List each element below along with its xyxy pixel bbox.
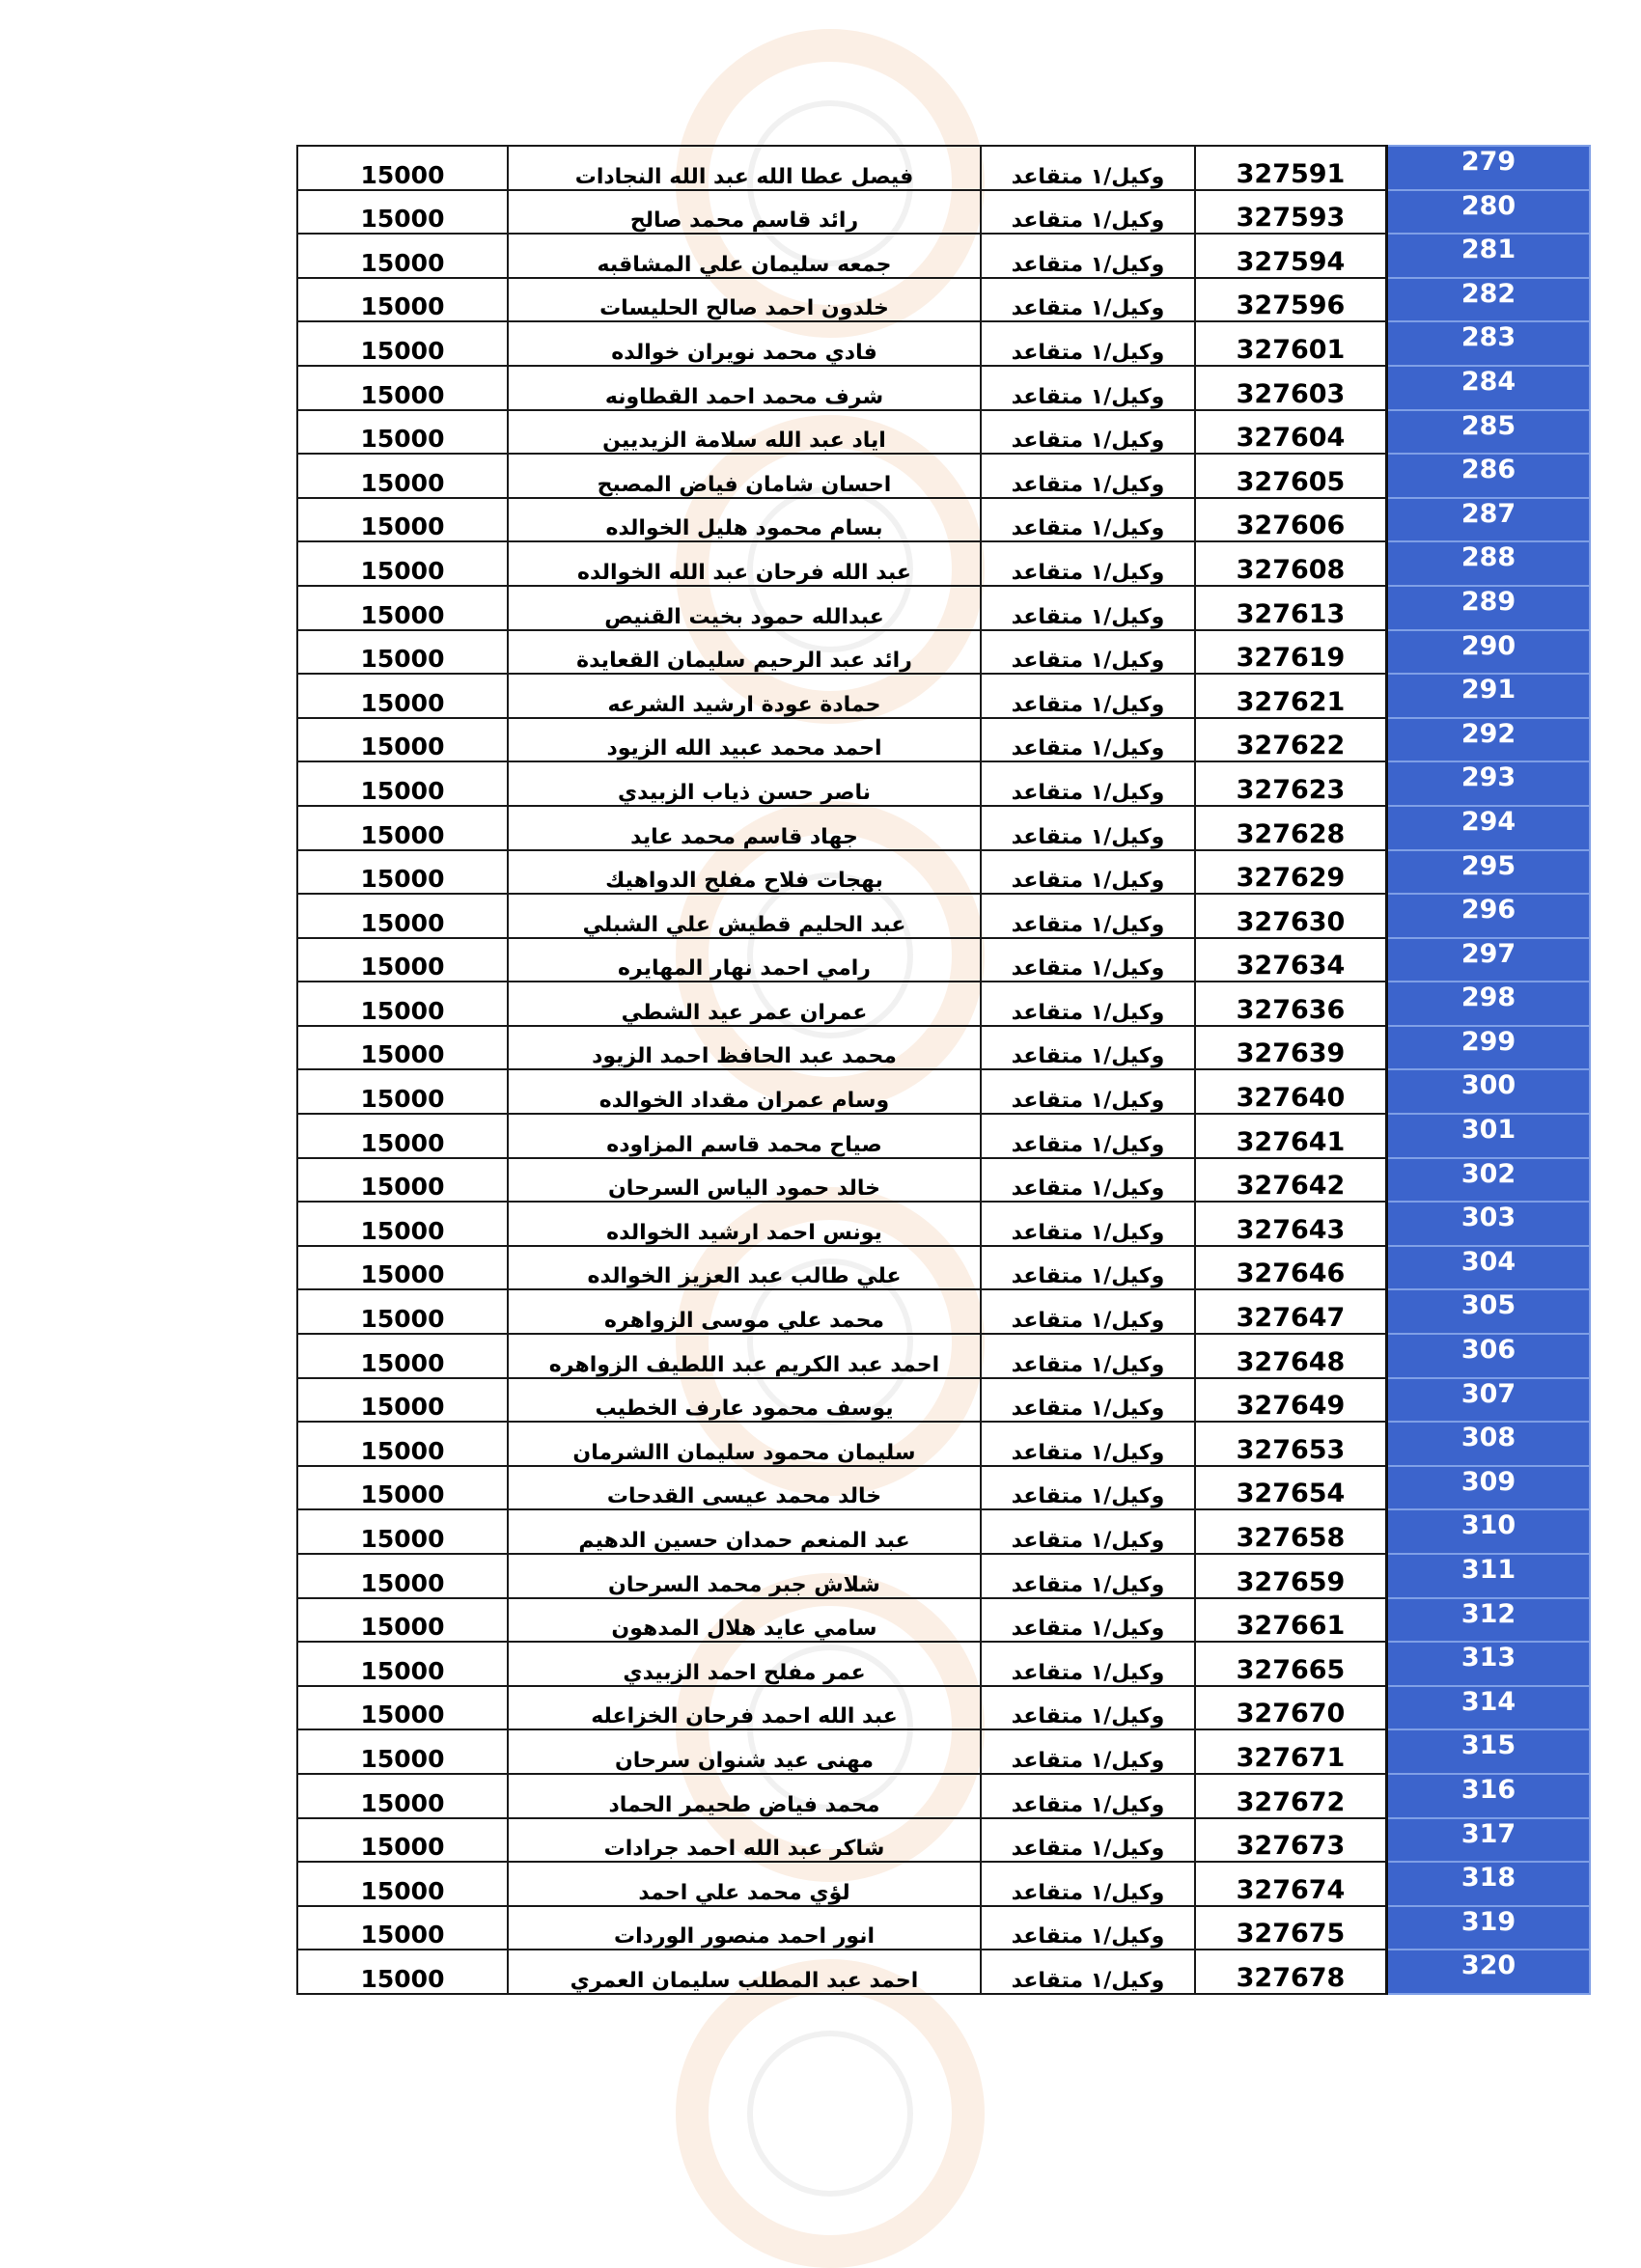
name-cell: محمد علي موسى الزواهره — [508, 1289, 981, 1334]
row-number-cell: 315 — [1387, 1729, 1591, 1774]
name-cell: شاكر عبد الله احمد جرادات — [508, 1818, 981, 1863]
table-row — [297, 1906, 1590, 1950]
military-number-cell: 327647 — [1195, 1289, 1387, 1334]
rank-cell: وكيل/١ متقاعد — [981, 1686, 1195, 1730]
rank-cell: وكيل/١ متقاعد — [981, 278, 1195, 322]
row-number-cell: 279 — [1387, 146, 1591, 190]
table-row — [297, 1598, 1590, 1643]
name-cell: وسام عمران مقداد الخوالده — [508, 1069, 981, 1114]
military-number-cell: 327630 — [1195, 894, 1387, 938]
amount-cell: 15000 — [297, 1906, 508, 1950]
amount-cell: 15000 — [297, 1686, 508, 1730]
row-number-cell: 297 — [1387, 938, 1591, 982]
amount-cell: 15000 — [297, 850, 508, 895]
rank-cell: وكيل/١ متقاعد — [981, 630, 1195, 675]
amount-cell: 15000 — [297, 410, 508, 455]
rank-cell: وكيل/١ متقاعد — [981, 1509, 1195, 1554]
table-row — [297, 1246, 1590, 1290]
rank-cell: وكيل/١ متقاعد — [981, 1334, 1195, 1378]
rank-cell: وكيل/١ متقاعد — [981, 1774, 1195, 1818]
table-row — [297, 1862, 1590, 1906]
amount-cell: 15000 — [297, 498, 508, 542]
amount-cell: 15000 — [297, 1509, 508, 1554]
name-cell: عبد الله احمد فرحان الخزاعله — [508, 1686, 981, 1730]
amount-cell: 15000 — [297, 1466, 508, 1510]
row-number-cell: 312 — [1387, 1598, 1591, 1643]
table-row — [297, 850, 1590, 895]
rank-cell: وكيل/١ متقاعد — [981, 894, 1195, 938]
amount-cell: 15000 — [297, 1422, 508, 1466]
name-cell: سامي عايد هلال المدهون — [508, 1598, 981, 1643]
retirees-table — [296, 145, 1591, 1995]
amount-cell: 15000 — [297, 894, 508, 938]
name-cell: يونس احمد ارشيد الخوالده — [508, 1202, 981, 1246]
rank-cell: وكيل/١ متقاعد — [981, 1950, 1195, 1994]
row-number-cell: 282 — [1387, 278, 1591, 322]
rank-cell: وكيل/١ متقاعد — [981, 1026, 1195, 1070]
military-number-cell: 327628 — [1195, 806, 1387, 850]
rank-cell: وكيل/١ متقاعد — [981, 146, 1195, 190]
military-number-cell: 327603 — [1195, 366, 1387, 410]
table-row — [297, 454, 1590, 498]
military-number-cell: 327622 — [1195, 718, 1387, 762]
name-cell: فيصل عطا الله عبد الله النجادات — [508, 146, 981, 190]
name-cell: عبد الله فرحان عبد الله الخوالده — [508, 541, 981, 586]
military-number-cell: 327671 — [1195, 1729, 1387, 1774]
row-number-cell: 294 — [1387, 806, 1591, 850]
name-cell: خلدون احمد صالح الحليسات — [508, 278, 981, 322]
military-number-cell: 327673 — [1195, 1818, 1387, 1863]
military-number-cell: 327648 — [1195, 1334, 1387, 1378]
amount-cell: 15000 — [297, 1642, 508, 1686]
amount-cell: 15000 — [297, 1158, 508, 1203]
name-cell: اياد عبد الله سلامة الزيديين — [508, 410, 981, 455]
amount-cell: 15000 — [297, 1069, 508, 1114]
amount-cell: 15000 — [297, 586, 508, 630]
rank-cell: وكيل/١ متقاعد — [981, 1202, 1195, 1246]
rank-cell: وكيل/١ متقاعد — [981, 1729, 1195, 1774]
table-row — [297, 1069, 1590, 1114]
row-number-cell: 284 — [1387, 366, 1591, 410]
table-row — [297, 234, 1590, 278]
row-number-cell: 306 — [1387, 1334, 1591, 1378]
name-cell: صياح محمد قاسم المزاوده — [508, 1114, 981, 1158]
military-number-cell: 327678 — [1195, 1950, 1387, 1994]
row-number-cell: 290 — [1387, 630, 1591, 675]
rank-cell: وكيل/١ متقاعد — [981, 1069, 1195, 1114]
table-row — [297, 806, 1590, 850]
amount-cell: 15000 — [297, 1729, 508, 1774]
table-row — [297, 586, 1590, 630]
military-number-cell: 327636 — [1195, 982, 1387, 1026]
military-number-cell: 327653 — [1195, 1422, 1387, 1466]
table-row — [297, 1686, 1590, 1730]
name-cell: رائد عبد الرحيم سليمان القعايدة — [508, 630, 981, 675]
rank-cell: وكيل/١ متقاعد — [981, 1906, 1195, 1950]
name-cell: عمران عمر عيد الشطي — [508, 982, 981, 1026]
rank-cell: وكيل/١ متقاعد — [981, 806, 1195, 850]
rank-cell: وكيل/١ متقاعد — [981, 1642, 1195, 1686]
military-number-cell: 327601 — [1195, 321, 1387, 366]
rank-cell: وكيل/١ متقاعد — [981, 1862, 1195, 1906]
military-number-cell: 327604 — [1195, 410, 1387, 455]
name-cell: محمد فياض طحيمر الحماد — [508, 1774, 981, 1818]
amount-cell: 15000 — [297, 234, 508, 278]
amount-cell: 15000 — [297, 718, 508, 762]
rank-cell: وكيل/١ متقاعد — [981, 1554, 1195, 1598]
table-row — [297, 1422, 1590, 1466]
rank-cell: وكيل/١ متقاعد — [981, 982, 1195, 1026]
military-number-cell: 327654 — [1195, 1466, 1387, 1510]
name-cell: سليمان محمود سليمان االشرمان — [508, 1422, 981, 1466]
row-number-cell: 286 — [1387, 454, 1591, 498]
table-row — [297, 1334, 1590, 1378]
amount-cell: 15000 — [297, 1950, 508, 1994]
military-number-cell: 327621 — [1195, 674, 1387, 718]
table-row — [297, 1729, 1590, 1774]
amount-cell: 15000 — [297, 1598, 508, 1643]
name-cell: احمد عبد الكريم عبد اللطيف الزواهره — [508, 1334, 981, 1378]
military-number-cell: 327674 — [1195, 1862, 1387, 1906]
amount-cell: 15000 — [297, 982, 508, 1026]
military-number-cell: 327593 — [1195, 190, 1387, 235]
rank-cell: وكيل/١ متقاعد — [981, 1114, 1195, 1158]
table-row — [297, 410, 1590, 455]
row-number-cell: 288 — [1387, 541, 1591, 586]
table-row — [297, 1158, 1590, 1203]
row-number-cell: 301 — [1387, 1114, 1591, 1158]
row-number-cell: 316 — [1387, 1774, 1591, 1818]
table-row — [297, 1642, 1590, 1686]
row-number-cell: 320 — [1387, 1950, 1591, 1994]
amount-cell: 15000 — [297, 938, 508, 982]
table-row — [297, 1466, 1590, 1510]
rank-cell: وكيل/١ متقاعد — [981, 410, 1195, 455]
rank-cell: وكيل/١ متقاعد — [981, 718, 1195, 762]
row-number-cell: 298 — [1387, 982, 1591, 1026]
table-row — [297, 498, 1590, 542]
name-cell: احسان شامان فياض المصبح — [508, 454, 981, 498]
amount-cell: 15000 — [297, 1289, 508, 1334]
rank-cell: وكيل/١ متقاعد — [981, 498, 1195, 542]
amount-cell: 15000 — [297, 541, 508, 586]
name-cell: خالد محمد عيسى القدحات — [508, 1466, 981, 1510]
row-number-cell: 292 — [1387, 718, 1591, 762]
amount-cell: 15000 — [297, 761, 508, 806]
table-row — [297, 321, 1590, 366]
watermark-logo — [676, 1959, 985, 2268]
amount-cell: 15000 — [297, 1774, 508, 1818]
amount-cell: 15000 — [297, 806, 508, 850]
rank-cell: وكيل/١ متقاعد — [981, 1598, 1195, 1643]
military-number-cell: 327594 — [1195, 234, 1387, 278]
row-number-cell: 307 — [1387, 1378, 1591, 1423]
row-number-cell: 303 — [1387, 1202, 1591, 1246]
row-number-cell: 296 — [1387, 894, 1591, 938]
rank-cell: وكيل/١ متقاعد — [981, 586, 1195, 630]
row-number-cell: 314 — [1387, 1686, 1591, 1730]
row-number-cell: 308 — [1387, 1422, 1591, 1466]
rank-cell: وكيل/١ متقاعد — [981, 1378, 1195, 1423]
name-cell: لؤي محمد علي احمد — [508, 1862, 981, 1906]
military-number-cell: 327640 — [1195, 1069, 1387, 1114]
military-number-cell: 327605 — [1195, 454, 1387, 498]
name-cell: محمد عبد الحافظ احمد الزيود — [508, 1026, 981, 1070]
row-number-cell: 317 — [1387, 1818, 1591, 1863]
amount-cell: 15000 — [297, 321, 508, 366]
military-number-cell: 327619 — [1195, 630, 1387, 675]
military-number-cell: 327642 — [1195, 1158, 1387, 1203]
name-cell: علي طالب عبد العزيز الخوالده — [508, 1246, 981, 1290]
name-cell: عبد المنعم حمدان حسين الدهيم — [508, 1509, 981, 1554]
rank-cell: وكيل/١ متقاعد — [981, 1818, 1195, 1863]
military-number-cell: 327591 — [1195, 146, 1387, 190]
amount-cell: 15000 — [297, 674, 508, 718]
amount-cell: 15000 — [297, 1114, 508, 1158]
amount-cell: 15000 — [297, 1202, 508, 1246]
amount-cell: 15000 — [297, 278, 508, 322]
table-row — [297, 146, 1590, 190]
table-row — [297, 1774, 1590, 1818]
name-cell: شلاش جبر محمد السرحان — [508, 1554, 981, 1598]
name-cell: بهجات فلاح مفلح الدواهيك — [508, 850, 981, 895]
row-number-cell: 310 — [1387, 1509, 1591, 1554]
rank-cell: وكيل/١ متقاعد — [981, 321, 1195, 366]
table-row — [297, 190, 1590, 235]
rank-cell: وكيل/١ متقاعد — [981, 454, 1195, 498]
name-cell: يوسف محمود عارف الخطيب — [508, 1378, 981, 1423]
row-number-cell: 293 — [1387, 761, 1591, 806]
name-cell: حمادة عودة ارشيد الشرعه — [508, 674, 981, 718]
military-number-cell: 327613 — [1195, 586, 1387, 630]
name-cell: فادي محمد نويران خوالده — [508, 321, 981, 366]
row-number-cell: 295 — [1387, 850, 1591, 895]
amount-cell: 15000 — [297, 1554, 508, 1598]
table-row — [297, 938, 1590, 982]
amount-cell: 15000 — [297, 1378, 508, 1423]
name-cell: جمعه سليمان علي المشاقبه — [508, 234, 981, 278]
row-number-cell: 283 — [1387, 321, 1591, 366]
row-number-cell: 311 — [1387, 1554, 1591, 1598]
amount-cell: 15000 — [297, 1026, 508, 1070]
military-number-cell: 327606 — [1195, 498, 1387, 542]
military-number-cell: 327658 — [1195, 1509, 1387, 1554]
table-row — [297, 1114, 1590, 1158]
row-number-cell: 305 — [1387, 1289, 1591, 1334]
row-number-cell: 304 — [1387, 1246, 1591, 1290]
row-number-cell: 285 — [1387, 410, 1591, 455]
rank-cell: وكيل/١ متقاعد — [981, 1422, 1195, 1466]
table-row — [297, 1950, 1590, 1994]
row-number-cell: 302 — [1387, 1158, 1591, 1203]
rank-cell: وكيل/١ متقاعد — [981, 1158, 1195, 1203]
military-number-cell: 327675 — [1195, 1906, 1387, 1950]
table-row — [297, 894, 1590, 938]
military-number-cell: 327643 — [1195, 1202, 1387, 1246]
row-number-cell: 318 — [1387, 1862, 1591, 1906]
rank-cell: وكيل/١ متقاعد — [981, 1289, 1195, 1334]
military-number-cell: 327665 — [1195, 1642, 1387, 1686]
table-row — [297, 982, 1590, 1026]
row-number-cell: 280 — [1387, 190, 1591, 235]
military-number-cell: 327634 — [1195, 938, 1387, 982]
military-number-cell: 327646 — [1195, 1246, 1387, 1290]
name-cell: عمر مفلح احمد الزبيدي — [508, 1642, 981, 1686]
name-cell: شرف محمد احمد القطاونه — [508, 366, 981, 410]
military-number-cell: 327659 — [1195, 1554, 1387, 1598]
table-row — [297, 1026, 1590, 1070]
rank-cell: وكيل/١ متقاعد — [981, 190, 1195, 235]
table-row — [297, 1289, 1590, 1334]
name-cell: مهنى عيد شنوان سرحان — [508, 1729, 981, 1774]
military-number-cell: 327608 — [1195, 541, 1387, 586]
rank-cell: وكيل/١ متقاعد — [981, 234, 1195, 278]
name-cell: احمد عبد المطلب سليمان العمري — [508, 1950, 981, 1994]
table-row — [297, 630, 1590, 675]
table-row — [297, 674, 1590, 718]
rank-cell: وكيل/١ متقاعد — [981, 761, 1195, 806]
rank-cell: وكيل/١ متقاعد — [981, 938, 1195, 982]
row-number-cell: 291 — [1387, 674, 1591, 718]
table-row — [297, 1818, 1590, 1863]
row-number-cell: 281 — [1387, 234, 1591, 278]
amount-cell: 15000 — [297, 1862, 508, 1906]
table-row — [297, 1554, 1590, 1598]
rank-cell: وكيل/١ متقاعد — [981, 674, 1195, 718]
table-row — [297, 1378, 1590, 1423]
row-number-cell: 319 — [1387, 1906, 1591, 1950]
table-body — [297, 146, 1590, 1994]
military-number-cell: 327623 — [1195, 761, 1387, 806]
amount-cell: 15000 — [297, 630, 508, 675]
military-number-cell: 327596 — [1195, 278, 1387, 322]
table-row — [297, 761, 1590, 806]
row-number-cell: 287 — [1387, 498, 1591, 542]
military-number-cell: 327672 — [1195, 1774, 1387, 1818]
military-number-cell: 327670 — [1195, 1686, 1387, 1730]
military-number-cell: 327641 — [1195, 1114, 1387, 1158]
row-number-cell: 313 — [1387, 1642, 1591, 1686]
name-cell: خالد حمود الياس السرحان — [508, 1158, 981, 1203]
amount-cell: 15000 — [297, 190, 508, 235]
row-number-cell: 299 — [1387, 1026, 1591, 1070]
name-cell: عبد الحليم قطيش علي الشبلي — [508, 894, 981, 938]
table-row — [297, 541, 1590, 586]
name-cell: احمد محمد عبيد الله الزيود — [508, 718, 981, 762]
row-number-cell: 309 — [1387, 1466, 1591, 1510]
military-number-cell: 327639 — [1195, 1026, 1387, 1070]
amount-cell: 15000 — [297, 146, 508, 190]
name-cell: رائد قاسم محمد صالح — [508, 190, 981, 235]
row-number-cell: 289 — [1387, 586, 1591, 630]
rank-cell: وكيل/١ متقاعد — [981, 366, 1195, 410]
rank-cell: وكيل/١ متقاعد — [981, 850, 1195, 895]
table-row — [297, 718, 1590, 762]
military-number-cell: 327661 — [1195, 1598, 1387, 1643]
name-cell: انور احمد منصور الوردات — [508, 1906, 981, 1950]
rank-cell: وكيل/١ متقاعد — [981, 1246, 1195, 1290]
rank-cell: وكيل/١ متقاعد — [981, 1466, 1195, 1510]
name-cell: عبدالله حمود بخيت القنيص — [508, 586, 981, 630]
amount-cell: 15000 — [297, 366, 508, 410]
amount-cell: 15000 — [297, 1818, 508, 1863]
name-cell: بسام محمود هليل الخوالده — [508, 498, 981, 542]
amount-cell: 15000 — [297, 1334, 508, 1378]
amount-cell: 15000 — [297, 1246, 508, 1290]
military-number-cell: 327629 — [1195, 850, 1387, 895]
row-number-cell: 300 — [1387, 1069, 1591, 1114]
table-row — [297, 366, 1590, 410]
rank-cell: وكيل/١ متقاعد — [981, 541, 1195, 586]
table-row — [297, 1509, 1590, 1554]
military-number-cell: 327649 — [1195, 1378, 1387, 1423]
amount-cell: 15000 — [297, 454, 508, 498]
table-row — [297, 278, 1590, 322]
name-cell: رامي احمد نهار المهايره — [508, 938, 981, 982]
name-cell: ناصر حسن ذياب الزبيدي — [508, 761, 981, 806]
name-cell: جهاد قاسم محمد عايد — [508, 806, 981, 850]
table-row — [297, 1202, 1590, 1246]
